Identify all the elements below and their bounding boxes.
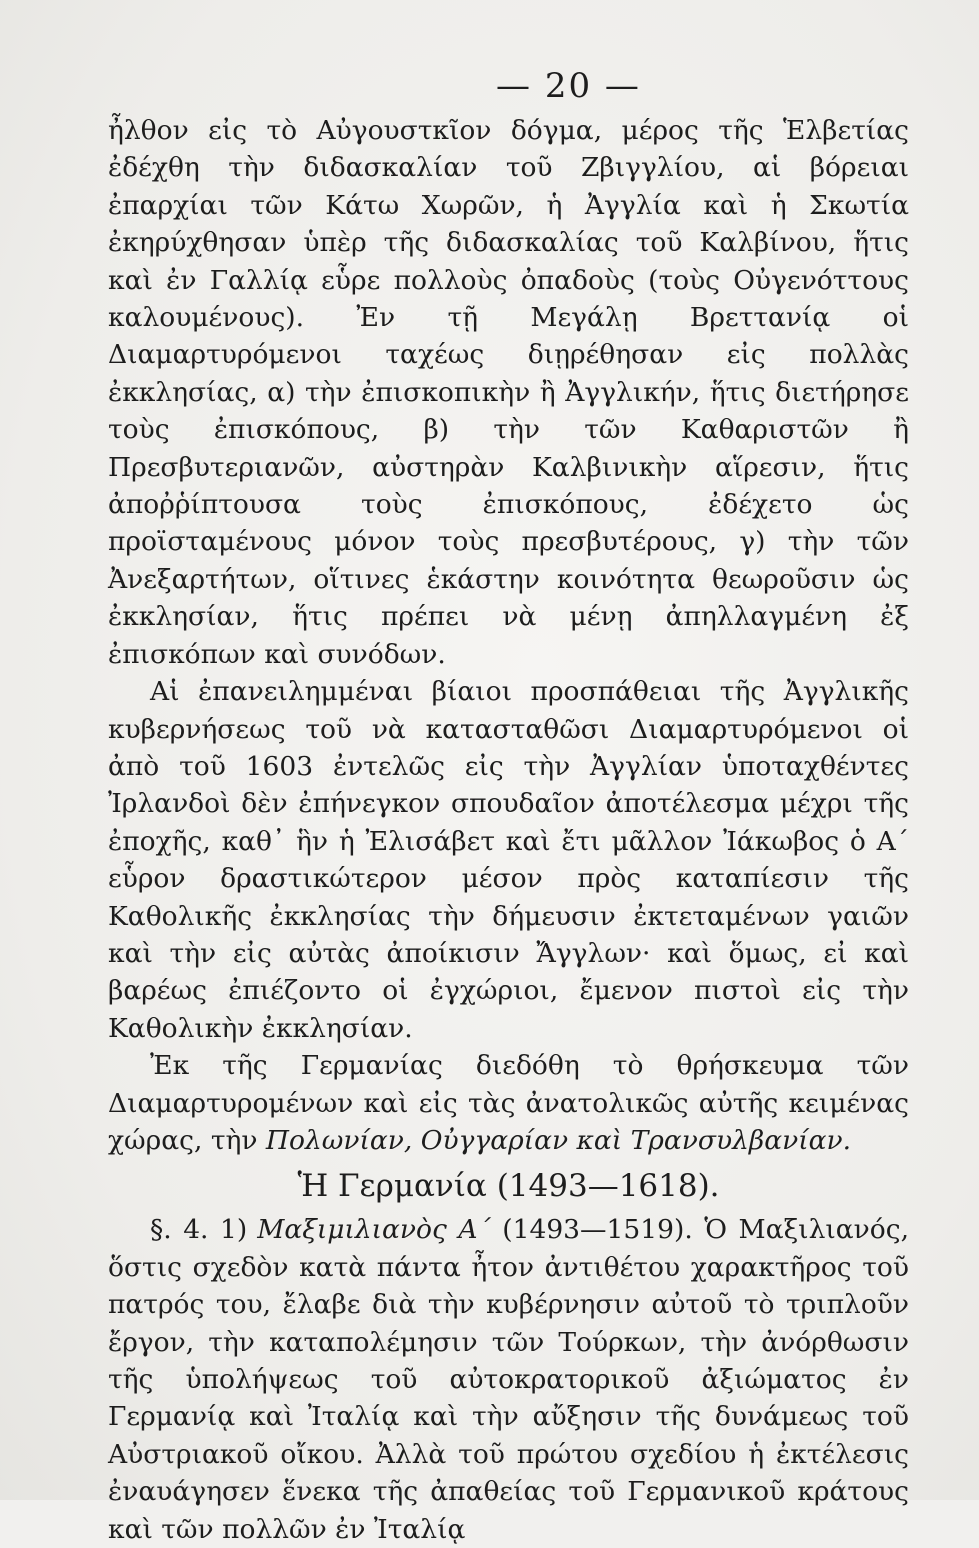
eastern-countries-italic: Πολωνίαν, Οὐγγαρίαν καὶ Τρανσυλβανίαν.: [265, 1124, 852, 1156]
paragraph-eastern-spread-text: Ἐκ τῆς Γερμανίας διεδόθη τὸ θρήσκευμα τῶν Διαμαρτυρομένων καὶ εἰς τὰς ἀνατολικῶς αὐτῆς κειμένας χώρας, τὴν: [108, 1050, 909, 1156]
page-number: — 20 —: [496, 66, 641, 106]
paragraph-eastern-spread: [108, 1047, 909, 1159]
section-heading: Ἡ Γερμανία (1493—1618).: [297, 1168, 720, 1205]
paragraph-ireland: Αἱ ἐπανειλημμέναι βίαιοι προσπάθειαι τῆς Ἀγγλικῆς κυβερνήσεως τοῦ νὰ κατασταθῶσι Διαμαρτυρόμενοι οἱ ἀπὸ τοῦ 1603 ἐντελῶς εἰς τὴν Ἀγγλίαν ὑποταχθέντες Ἰρλανδοὶ δὲν ἐπήνεγκον σπουδαῖον ἀποτέλεσμα μέχρι τῆς ἐποχῆς, καθ᾿ ἣν ἡ Ἐλισάβετ καὶ ἔτι μᾶλλον Ἰάκωβος ὁ Α΄ εὗρον δραστικώτερον μέσον πρὸς καταπίεσιν τῆς Καθολικῆς ἐκκλησίας τὴν δήμευσιν ἐκτεταμένων γαιῶν καὶ τὴν εἰς αὐτὰς ἀποίκισιν Ἄγγλων· καὶ ὅμως, εἰ καὶ βαρέως ἐπιέζοντο οἱ ἐγχώριοι, ἔμενον πιστοὶ εἰς τὴν Καθολικὴν ἐκκλησίαν.: [108, 676, 909, 1044]
paragraph-protestant-churches: ἦλθον εἰς τὸ Αὐγουστκῖον δόγμα, μέρος τῆς Ἑλβετίας ἐδέχθη τὴν διδασκαλίαν τοῦ Ζβιγγλίου, αἱ βόρειαι ἐπαρχίαι τῶν Κάτω Χωρῶν, ἡ Ἀγγλία καὶ ἡ Σκωτία ἐκηρύχθησαν ὑπὲρ τῆς διδασκαλίας τοῦ Καλβίνου, ἥτις καὶ ἐν Γαλλίᾳ εὗρε πολλοὺς ὀπαδοὺς (τοὺς Οὐγενόττους καλουμένους). Ἐν τῇ Μεγάλῃ Βρεττανίᾳ οἱ Διαμαρτυρόμενοι ταχέως διῃρέθησαν εἰς πολλὰς ἐκκλησίας, α) τὴν ἐπισκοπικὴν ἢ Ἀγγλικήν, ἥτις διετήρησε τοὺς ἐπισκόπους, β) τὴν τῶν Καθαριστῶν ἢ Πρεσβυτεριανῶν, αὐστηρὰν Καλβινικὴν αἵρεσιν, ἥτις ἀποῤῥίπτουσα τοὺς ἐπισκόπους, ἐδέχετο ὡς προϊσταμένους μόνον τοὺς πρεσβυτέρους, γ) τὴν τῶν Ἀνεξαρτήτων, οἵτινες ἑκάστην κοινότητα θεωροῦσιν ὡς ἐκκλησίαν, ἥτις πρέπει νὰ μένῃ ἀπηλλαγμένη ἐξ ἐπισκόπων καὶ συνόδων.: [108, 115, 909, 670]
section-title: Μαξιμιλιανὸς Α΄: [257, 1214, 491, 1246]
paragraph-maximilian: [108, 1211, 909, 1548]
section-body: (1493—1519). Ὁ Μαξιλιανός, ὅστις σχεδὸν κατὰ πάντα ἦτον ἀντιθέτου χαρακτῆρος τοῦ πατρός του, ἔλαβε διὰ τὴν κυβέρνησιν αὐτοῦ τὸ τριπλοῦν ἔργον, τὴν καταπολέμησιν τῶν Τούρκων, τὴν ἀνόρθωσιν τῆς ὑπολήψεως τοῦ αὐτοκρατορικοῦ ἀξιώματος ἐν Γερμανίᾳ καὶ Ἰταλίᾳ καὶ τὴν αὔξησιν τῆς δυνάμεως τοῦ Αὐστριακοῦ οἴκου. Ἀλλὰ τοῦ πρώτου σχεδίου ἡ ἐκτέλεσις ἐναυάγησεν ἕνεκα τῆς ἀπαθείας τοῦ Γερμανικοῦ κράτους καὶ τῶν πολλῶν ἐν Ἰταλίᾳ: [108, 1214, 909, 1545]
section-number: §. 4. 1): [150, 1214, 248, 1246]
